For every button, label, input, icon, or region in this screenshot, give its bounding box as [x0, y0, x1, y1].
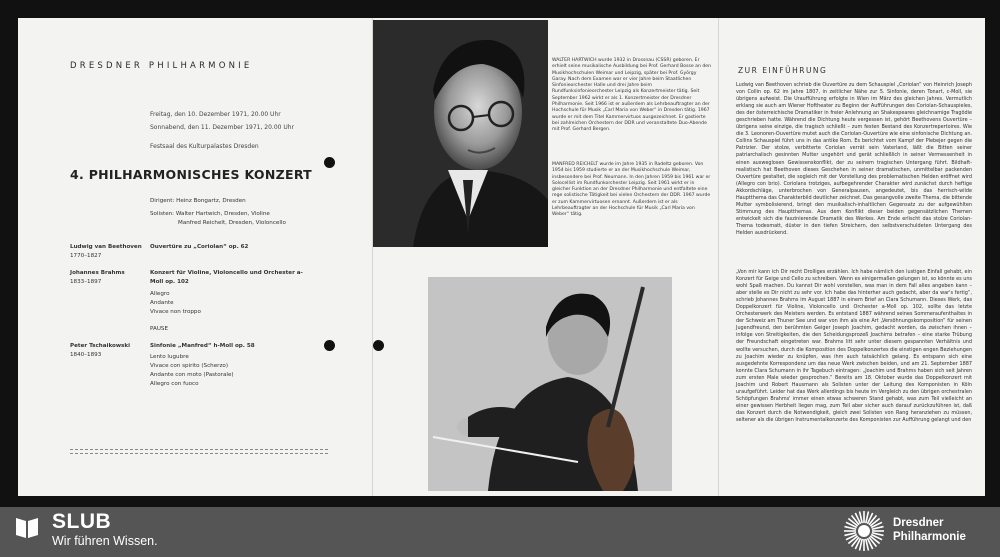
work-title: Sinfonie „Manfred“ h-Moll op. 58: [150, 343, 255, 349]
slub-slogan: Wir führen Wissen.: [52, 534, 158, 548]
philharmonie-name-line1: Dresdner: [893, 517, 944, 529]
movement: Lento lugubre: [150, 354, 189, 360]
dashed-rule: [70, 449, 328, 454]
movement: Andante: [150, 300, 174, 306]
composer-name: Ludwig van Beethoven: [70, 244, 142, 250]
intro-paragraph-2: „Von mir kann ich Dir recht Drolliges erzählen. Ich habe nämlich den lustigen Einfall gehabt, ein Konzert für Geige und Cello zu schreiben. Wenn es einigermaßen gelungen ist, so könnte es uns wohl Spaß machen. Du kannst Dir wohl vorstellen, was man in dem Fall alles angeben kann – aber stelle es Dir nicht zu sehr vor. Ich habe das hinterher auch gedacht, aber da war's fertig“, schrieb Johannes Brahms im August 1887 in einem Brief an Clara Schumann. Dieses Werk, das Doppelkonzert für Violine, Violoncello und Orchester a-Moll op. 102, sollte das letzte Orchesterwerk des Meisters werden. Es entstand 1887 während seines Sommeraufenthaltes in der Schweiz am Thuner See und war von ihm als eine Art „Versöhnungskomposition“ für seinen Jugendfreund, den berühmten Geiger Joseph Joachim, gedacht worden, da zwischen ihnen – infolge von Streitigkeiten, die den Scheidungsprozeß Joachims betrafen – eine starke Trübung der Freundschaft eingetreten war. Brahms litt sehr unter diesem gespannten Verhältnis und wollte versuchen, durch die Komposition des Doppelkonzertes die einstigen engen Beziehungen zu Joachim wieder zu knüpfen, was ihm auch tatsächlich gelang. Es entspann sich eine ausgedehnte Korrespondenz um das neue Werk zwischen beiden, und am 21. September 1887 konnte Clara Schumann in ihr Tagebuch eintragen: „Joachim und Brahms haben sich seit Jahren zum ersten Male wieder gesprochen.“ Bereits am 18. Oktober wurde das Doppelkonzert mit Joachim und Robert Hausmann als Solisten unter der Leitung des Komponisten in Köln uraufgeführt. Leider hat das Werk allerdings bis heute im Vergleich zu den übrigen orchestralen Schöpfungen Brahms' immer einen etwas schweren Stand gehabt, was zum Teil vielleicht an einer gewissen Herbheit liegen mag, zum Teil aber sicher auch darauf zurückzuführen ist, daß das Konzert durch die Notwendigkeit, gleich zwei Solisten von Rang heranziehen zu müssen, seltener als die übrigen Instrumentalkonzerte des Komponisten zur Aufführung gelangt und den: [736, 269, 972, 423]
movement: Vivace con spirito (Scherzo): [150, 363, 229, 369]
concert-venue: Festsaal des Kulturpalastes Dresden: [150, 143, 259, 150]
punch-hole: [373, 340, 384, 351]
intro-paragraph-1: Ludwig van Beethoven schrieb die Ouvertüre zu dem Schauspiel „Coriolan“ von Heinrich Joseph von Collin op. 62 im Jahre 1807, in zeitlicher Nähe zur 5. Sinfonie, deren Tonart, c-Moll, sie übrigens aufweist. Die Uraufführung erfolgte in Wien im März des gleichen Jahres. Vermutlich erklang sie auch am Wiener Hoftheater zu Beginn der Aufführungen des Coriolan-Schauspieles, des der österreichische Dramatiker in freier Anlehnung an Shakespeares gleichnamige Tragödie geschrieben hatte. Während die Dichtung heute vergessen ist, gehört Beethovens Ouvertüre – übrigens seine einzige, die tragisch schließt – zum festen Bestand des Konzertrepertoires. Wie die 3. Leonoren-Ouvertüre mutet auch die Coriolan-Ouvertüre wie eine sinfonische Dichtung an. Collins Schauspiel führt uns in das antike Rom. Es berichtet vom Kampf der Plebejer gegen die Patrizier. Der stolze, verbitterte Coriolan verrät sein Vaterland, läßt die Bitten seiner patriarchalisch gesinnten Mutter ungehört und gerät schließlich in seiner Vermessenheit in einen ausweglosen Gewissenskonflikt, der zu seinem tragischen Untergang führt. Bildhaft-realistisch hat Beethoven dieses Geschehen in seiner dramatischen, unmittelbar packenden Ouvertüre gestaltet, die sogleich mit der Vorstellung des problematischen Helden eröffnet wird (Allegro con brio). Coriolans trotziges, aufbegehrender Charakter wird zunächst durch heftige Akkordschläge, unterbrochen von Generalpausen, angedeutet, bis das herrisch-wilde Hauptthema das Charakterbild deutlicher zeichnet. Das gesangvolle zweite Thema, die bittende Mutter symbolisierend, bringt den musikalisch-inhaltlichen Gegensatz zu der aufgewühlten Stimmung des Hauptthemas. Aus dem Konflikt dieser beiden gegensätzlichen Themen entwickelt sich die faszinierende Dramatik des Werkes. Am Ende erlischt das stolze Coriolan-Thema todesmatt, düster in den tiefen Streichern, den selbstverschuldeten Untergang des Helden ausdrückend.: [736, 82, 973, 236]
movement: Allegro: [150, 291, 170, 297]
philharmonie-sunburst-icon[interactable]: [842, 509, 886, 553]
intro-heading: ZUR EINFÜHRUNG: [738, 66, 828, 75]
soloist-1: Solisten: Walter Hartwich, Dresden, Violine: [150, 211, 270, 217]
concert-title: 4. PHILHARMONISCHES KONZERT: [70, 167, 313, 182]
portrait-photo-reichelt: [428, 277, 672, 491]
bio-reichelt: MANFRED REICHELT wurde im Jahre 1935 in Radeltz geboren. Von 1954 bis 1959 studierte er an der Musikhochschule Weimar, insbesondere bei Prof. Neumann. In den Jahren 1959 bis 1961 war er Solocellist im Rundfunkorchester Leipzig. Seit 1961 wirkt er in gleicher Funktion an der Dresdner Philharmonie und entfaltete eine rege solistische Tätigkeit bei vielen Orchestern der DDR. 1967 wurde er zum Kammervirtuosen ernannt. Außerdem ist er als Lehrbeauftragter an der Hochschule für Musik „Carl Maria von Weber“ tätig.: [552, 162, 711, 218]
slub-book-icon[interactable]: [14, 514, 40, 539]
bio-hartwich: WALTER HARTWICH wurde 1932 in Drossnau (CSSR) geboren. Er erhielt seine musikalische Ausbildung bei Prof. Gerhard Bosse an den Musikhochschulen Weimar und Leipzig, später bei Prof. György Garay. Nach dem Examen war er vier Jahre beim Staatlichen Sinfonieorchester Halle und drei Jahre beim Rundfunksinfonieorchester Leipzig als Konzertmeister tätig. Seit September 1962 wirkt er als 1. Konzertmeister der Dresdner Philharmonie. Seit 1966 ist er außerdem als Lehrbeauftragter an der Hochschule für Musik „Carl Maria von Weber“ in Dresden tätig. 1967 wurde er mit dem Titel Kammervirtuos ausgezeichnet. Er gastierte bei zahlreichen Orchestern der DDR und veranstaltete Duo-Abende mit Prof. Gerhard Bergen.: [552, 58, 711, 133]
concert-date-1: Freitag, den 10. Dezember 1971, 20.00 Uhr: [150, 111, 281, 118]
composer-years: 1840–1893: [70, 352, 102, 358]
punch-hole: [324, 157, 335, 168]
concert-date-2: Sonnabend, den 11. Dezember 1971, 20.00 Uhr: [150, 124, 295, 131]
soloist-2: Manfred Reichelt, Dresden, Violoncello: [178, 220, 286, 226]
composer-years: 1770–1827: [70, 253, 102, 259]
movement: Allegro con fuoco: [150, 381, 199, 387]
work-title: Ouvertüre zu „Coriolan“ op. 62: [150, 244, 249, 250]
composer-name: Johannes Brahms: [70, 270, 125, 276]
conductor: Dirigent: Heinz Bongartz, Dresden: [150, 198, 246, 204]
portrait-photo-hartwich: [373, 20, 548, 247]
movement: Vivace non troppo: [150, 309, 201, 315]
orchestra-name: DRESDNER PHILHARMONIE: [70, 61, 253, 71]
composer-name: Peter Tschaikowski: [70, 343, 131, 349]
punch-hole: [324, 340, 335, 351]
pause-label: PAUSE: [150, 326, 169, 332]
fold-line-right: [718, 18, 719, 496]
work-title: Konzert für Violine, Violoncello und Orchester a-Moll op. 102: [150, 270, 303, 286]
composer-years: 1833–1897: [70, 279, 102, 285]
philharmonie-name-line2: Philharmonie: [893, 531, 966, 543]
slub-title[interactable]: SLUB: [52, 510, 112, 533]
movement: Andante con moto (Pastorale): [150, 372, 234, 378]
philharmonie-logo-text[interactable]: [893, 516, 966, 544]
